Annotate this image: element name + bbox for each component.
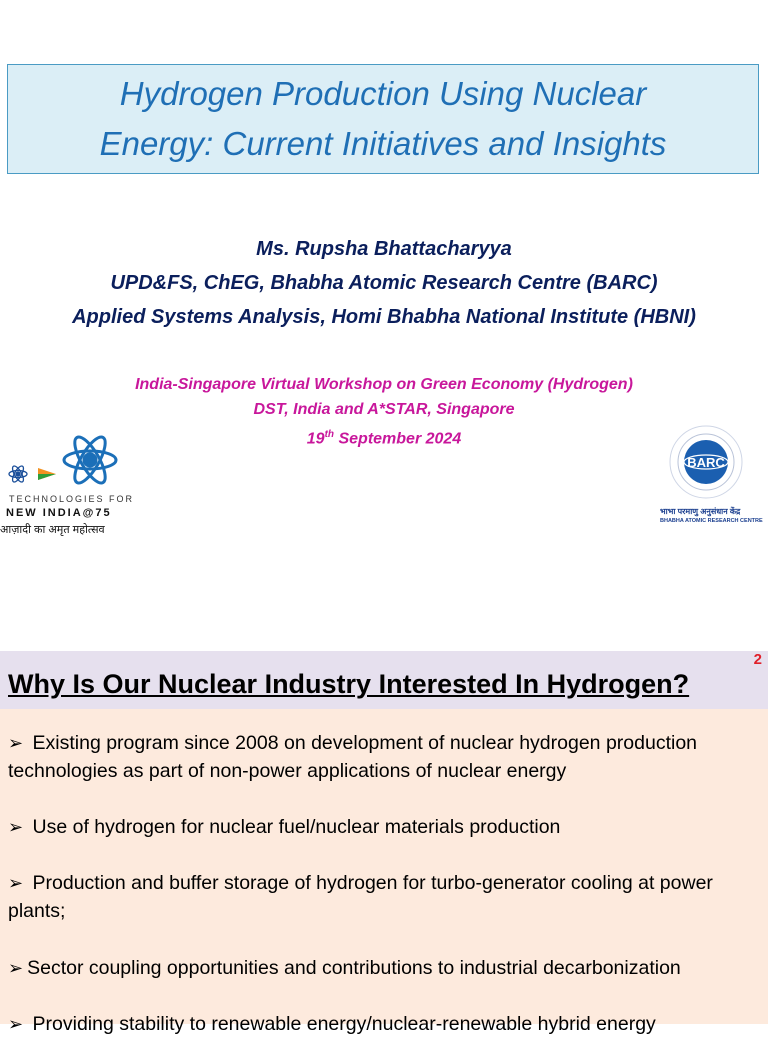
- barc-english-name: BHABHA ATOMIC RESEARCH CENTRE: [660, 518, 763, 524]
- bullet-item: [8, 869, 763, 925]
- title-line-1: Hydrogen Production Using Nuclear: [119, 75, 647, 112]
- bullet-text: Existing program since 2008 on development of nuclear hydrogen production technologies as part of non-power applications of nuclear energy: [8, 732, 698, 782]
- author-affiliation-2: Applied Systems Analysis, Homi Bhabha National Institute (HBNI): [72, 306, 696, 328]
- event-organizers: DST, India and A*STAR, Singapore: [253, 401, 515, 418]
- arrow-bullet-icon: ➢: [8, 1014, 24, 1034]
- slide-number: 2: [753, 651, 762, 668]
- event-date-day: 19: [306, 430, 325, 448]
- bullet-item: [8, 729, 763, 785]
- slide-header: [0, 651, 768, 709]
- arrow-bullet-icon: ➢: [8, 873, 24, 893]
- logo-new-india-text: NEW INDIA@75: [6, 507, 112, 519]
- bullet-text: Use of hydrogen for nuclear fuel/nuclear materials production: [32, 816, 561, 838]
- arrow-bullet-icon: ➢: [8, 733, 24, 753]
- barc-logo: [658, 424, 764, 530]
- event-title: India-Singapore Virtual Workshop on Green Economy (Hydrogen): [135, 376, 633, 393]
- logo-hindi-text: आज़ादी का अमृत महोत्सव: [0, 524, 105, 536]
- barc-hindi-name: भाभा परमाणु अनुसंधान केंद्र: [660, 507, 741, 516]
- author-name: Ms. Rupsha Bhattacharyya: [256, 238, 512, 260]
- arrow-bullet-icon: ➢: [8, 817, 24, 837]
- bullet-item: [8, 954, 763, 982]
- logo-tech-for-text: TECHNOLOGIES FOR: [9, 494, 135, 504]
- event-date-rest: September 2024: [334, 430, 462, 448]
- author-block: [0, 232, 768, 334]
- content-slide: [0, 651, 768, 1035]
- bullet-item: [8, 1010, 763, 1038]
- slide-title: Why Is Our Nuclear Industry Interested In Hydrogen?: [8, 669, 690, 699]
- title-box: [7, 64, 759, 174]
- technologies-for-new-india-logo: [0, 430, 140, 540]
- event-date-suffix: th: [324, 429, 335, 440]
- atom-flag-icon: [0, 430, 125, 494]
- arrow-bullet-icon: ➢: [8, 958, 24, 978]
- bullet-text: Sector coupling opportunities and contributions to industrial decarbonization: [27, 957, 681, 979]
- barc-emblem-text: BARC: [687, 455, 725, 470]
- author-affiliation-1: UPD&FS, ChEG, Bhabha Atomic Research Centre (BARC): [110, 272, 658, 294]
- title-line-2: Energy: Current Initiatives and Insights: [99, 125, 667, 162]
- bullet-text: Providing stability to renewable energy/nuclear-renewable hybrid energy: [32, 1013, 656, 1035]
- barc-emblem-icon: [658, 424, 764, 504]
- bullet-item: [8, 813, 763, 841]
- bullet-text: Production and buffer storage of hydrogen for turbo-generator cooling at power plants;: [8, 872, 713, 922]
